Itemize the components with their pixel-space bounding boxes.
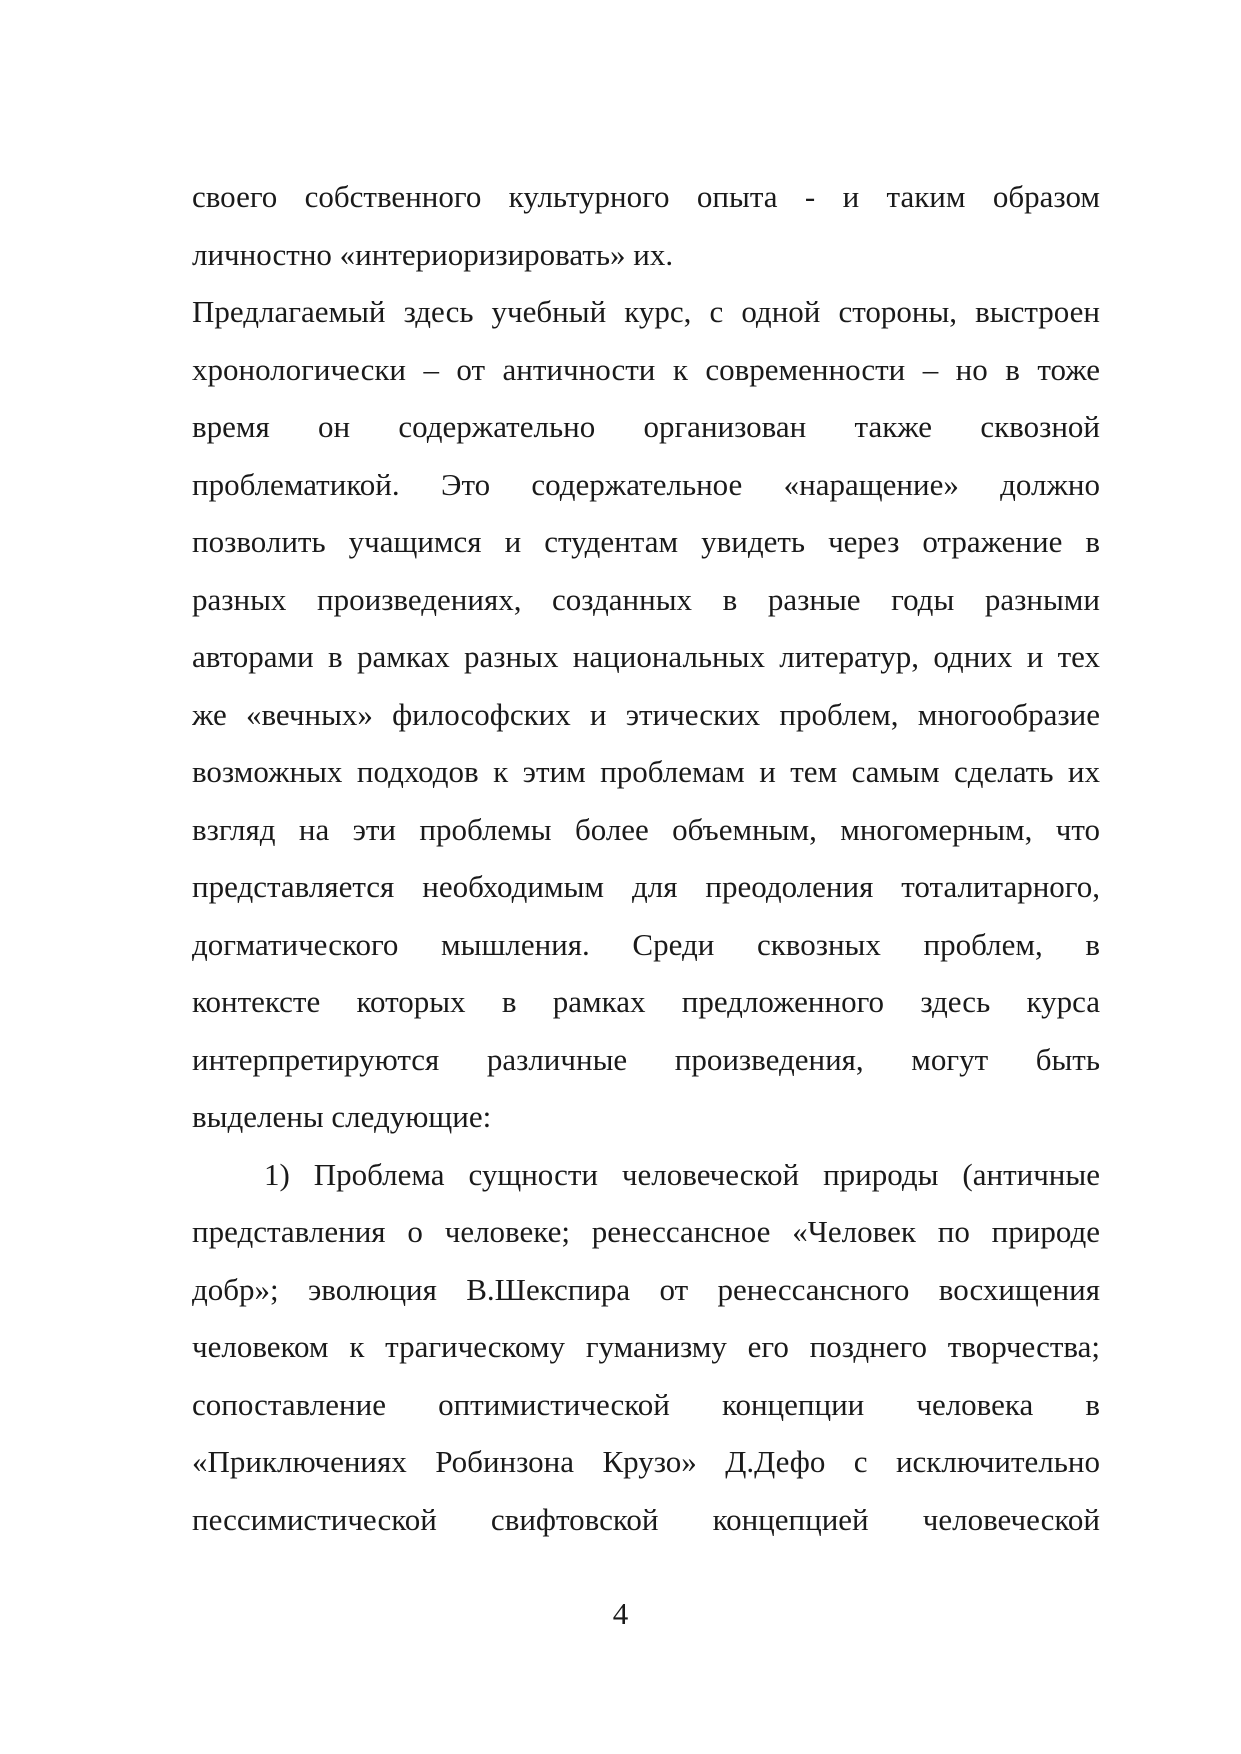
list-item-line: 1) Проблема сущности человеческой природы (античные	[264, 1156, 1100, 1192]
text-line: разных произведениях, созданных в разные годы разными	[192, 581, 1100, 617]
text-line: пессимистической свифтовской концепцией человеческой	[192, 1501, 1100, 1537]
text-line: Предлагаемый здесь учебный курс, с одной стороны, выстроен	[192, 294, 1100, 329]
text-line: своего собственного культурного опыта - и таким образом	[192, 179, 1100, 214]
text-line: «Приключениях Робинзона Крузо» Д.Дефо с исключительно	[192, 1444, 1100, 1479]
text-line: представления о человеке; ренессансное «Человек по природе	[192, 1214, 1100, 1249]
text-line: личностно «интериоризировать» их.	[192, 236, 674, 272]
text-line: хронологически – от античности к современности – но в тоже	[192, 351, 1100, 387]
text-line: сопоставление оптимистической концепции человека в	[192, 1386, 1100, 1422]
text-line: контексте которых в рамках предложенного здесь курса	[192, 984, 1100, 1019]
text-line: время он содержательно организован также сквозной	[192, 409, 1100, 444]
text-line: догматического мышления. Среди сквозных проблем, в	[192, 926, 1100, 962]
text-line: интерпретируются различные произведения, могут быть	[192, 1041, 1100, 1077]
text-line: человеком к трагическому гуманизму его позднего творчества;	[192, 1329, 1100, 1364]
page-number: 4	[612, 1596, 629, 1631]
text-line: авторами в рамках разных национальных литератур, одних и тех	[192, 639, 1100, 674]
text-line: же «вечных» философских и этических проблем, многообразие	[192, 696, 1100, 732]
body-text	[192, 168, 1100, 1548]
text-line: возможных подходов к этим проблемам и тем самым сделать их	[192, 754, 1100, 789]
text-line: представляется необходимым для преодоления тоталитарного,	[192, 869, 1100, 904]
text-line: выделены следующие:	[192, 1099, 492, 1134]
text-line: добр»; эволюция В.Шекспира от ренессансного восхищения	[192, 1271, 1100, 1307]
text-line: взгляд на эти проблемы более объемным, многомерным, что	[192, 811, 1100, 847]
text-line: проблематикой. Это содержательное «наращение» должно	[192, 466, 1100, 502]
text-line: позволить учащимся и студентам увидеть через отражение в	[192, 524, 1100, 559]
